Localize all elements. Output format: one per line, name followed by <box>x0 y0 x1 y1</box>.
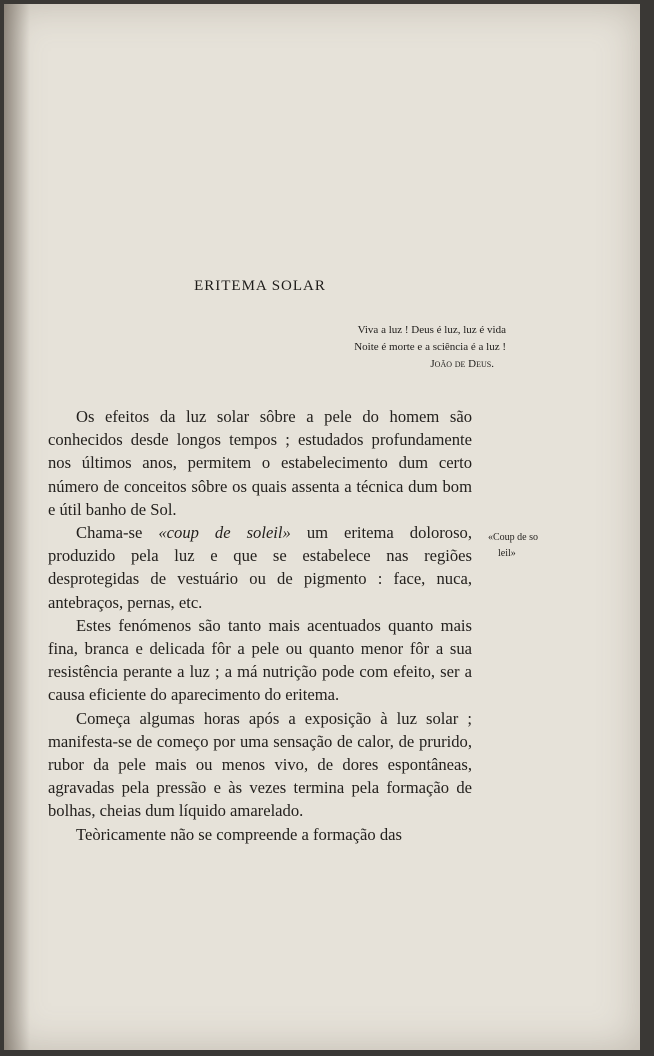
paragraph-text: Os efeitos da luz solar sôbre a pele do homem são conhecidos desde longos tempos ; estudados profundamente nos últimos anos, permitem o estabelecimento dum certo número de conceitos sôbre os quais assenta a técnica dum bom e útil banho de Sol. <box>48 407 472 519</box>
body-text <box>48 405 472 846</box>
paragraph-text: Começa algumas horas após a exposição à luz solar ; manifesta-se de começo por uma sensação de calor, de prurido, rubor da pele mais ou menos vivo, de dores espontâneas, agravadas pela pressão e às vezes termina pela formação de bolhas, cheias dum líquido amarelado. <box>48 708 472 821</box>
epigraph-line: Noite é morte e a sciência é a luz ! <box>354 341 506 353</box>
section-title: ERITEMA SOLAR <box>194 278 326 294</box>
margin-note-line: leil» <box>498 548 516 559</box>
paragraph-text: Chama-se <box>76 523 159 543</box>
epigraph <box>284 322 506 373</box>
paragraph-text: Estes fenómenos são tanto mais acentuados quanto mais fina, branca e delicada fôr a pele ou quanto menor fôr a sua resistência perante a luz ; a má nutrição pode com efeito, ser a causa eficiente do aparecimento do eritema. <box>48 615 472 705</box>
paragraph-text: um eritema doloroso, produzido pela luz e que se estabelece nas regiões desprotegidas de vestuário ou de pigmento : face, nuca, antebraços, pernas, etc. <box>48 523 473 612</box>
margin-note-line: «Coup de so <box>488 532 538 543</box>
epigraph-line: Viva a luz ! Deus é luz, luz é vida <box>357 324 506 336</box>
book-page <box>4 4 640 1050</box>
paragraph <box>48 405 472 521</box>
epigraph-author: João de Deus. <box>430 358 494 370</box>
paragraph <box>48 521 472 614</box>
paragraph-text: Teòricamente não se compreende a formação das <box>76 824 402 844</box>
paragraph <box>48 707 472 823</box>
paragraph <box>48 614 472 707</box>
paragraph <box>48 823 472 846</box>
page-spine-shadow <box>4 4 30 1050</box>
italic-term: «coup de soleil» <box>158 523 291 543</box>
margin-note <box>488 530 558 562</box>
